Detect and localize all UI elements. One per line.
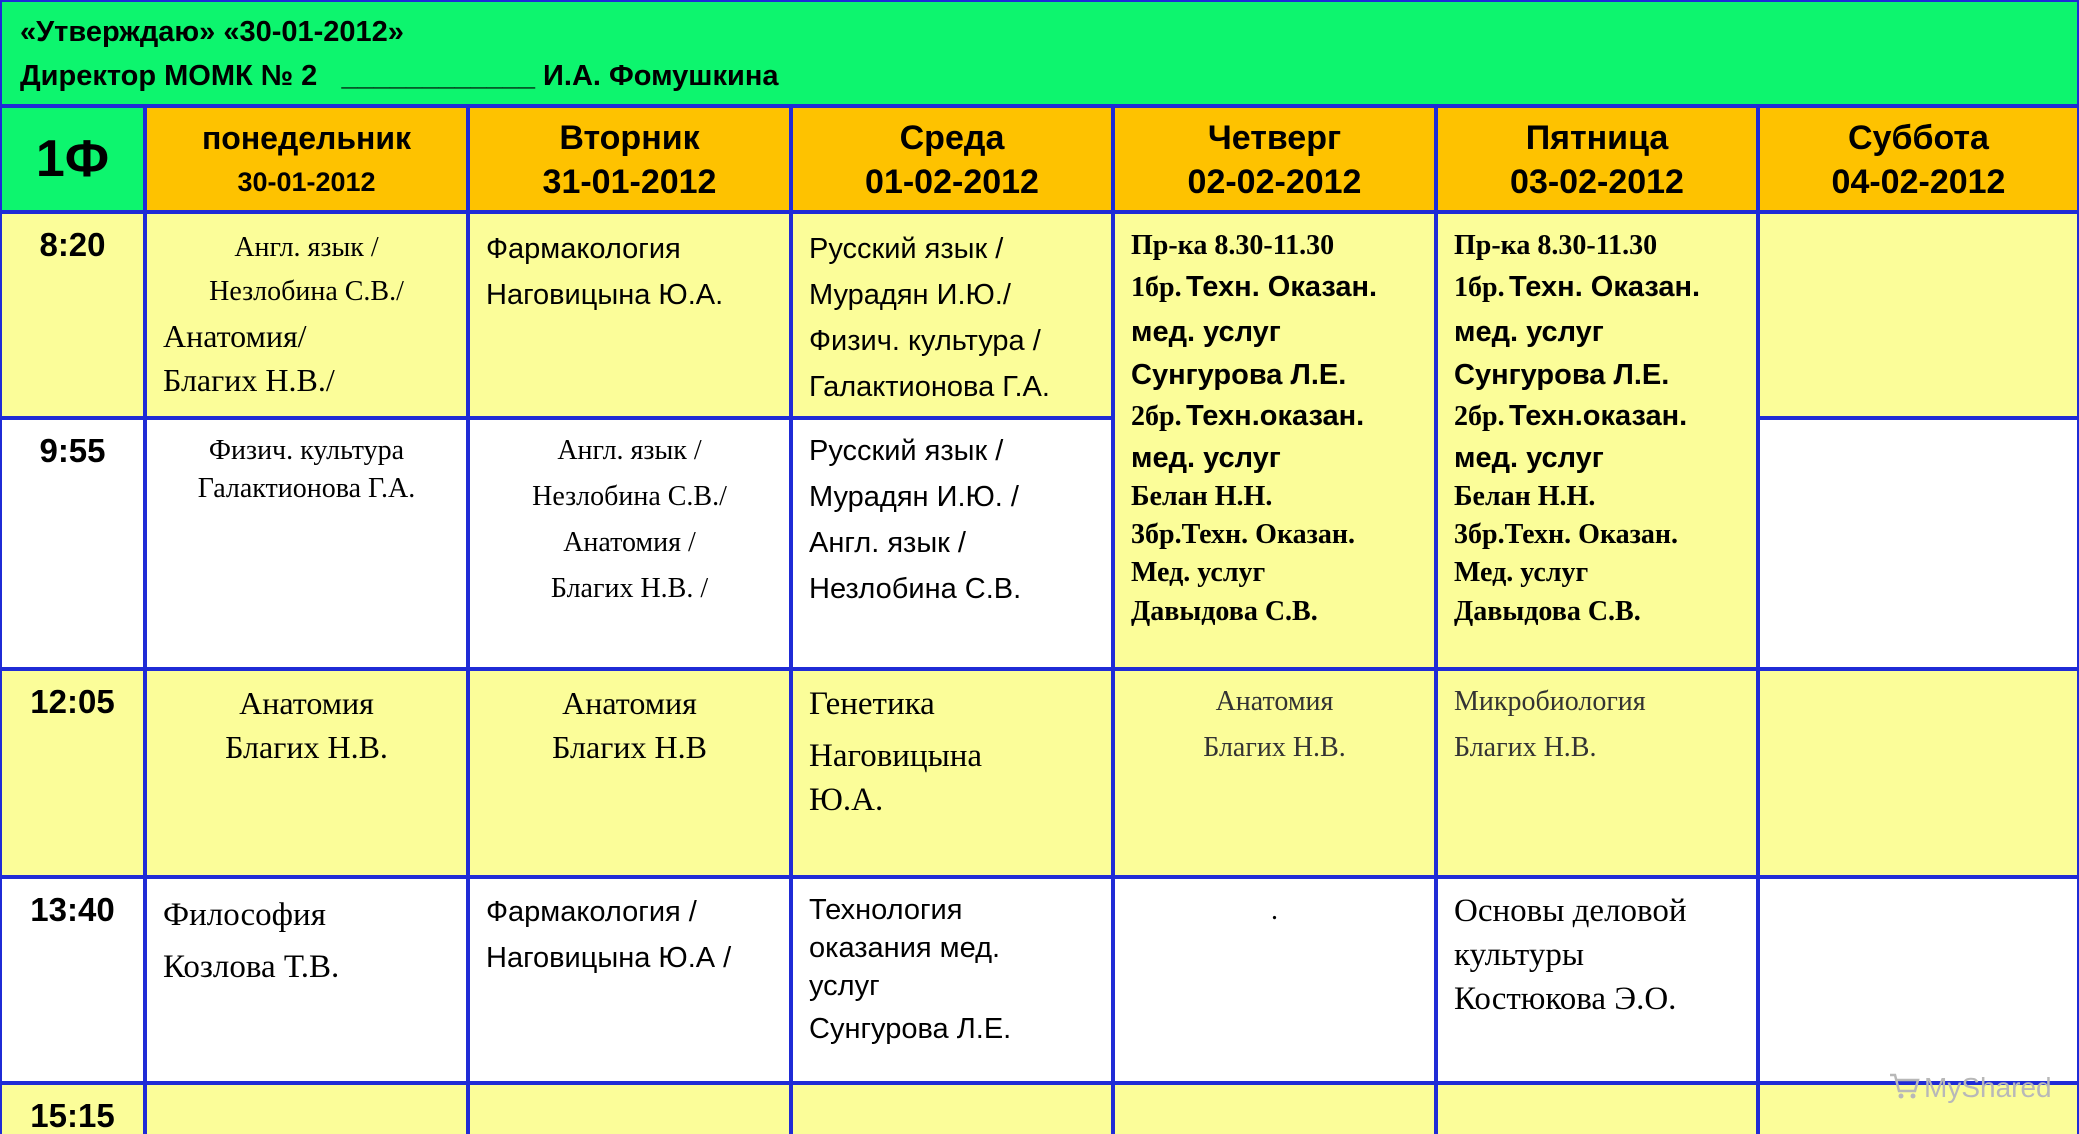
lesson-line: Мурадян И.Ю. / — [809, 481, 1019, 513]
lesson-line: Анатомия — [562, 685, 697, 721]
brigade-prefix: 2бр. — [1131, 401, 1182, 432]
day-name: Пятница — [1525, 119, 1669, 157]
day-name: Вторник — [559, 119, 700, 157]
lesson-line: Благих Н.В. — [1454, 732, 1597, 763]
lesson-line: Физич. культура — [208, 435, 405, 466]
practice-line: мед. услуг — [1454, 316, 1604, 348]
day-date: 04-02-2012 — [1831, 163, 2006, 201]
day-name: Среда — [899, 119, 1005, 157]
grid-line — [0, 1081, 2079, 1085]
lesson-line: Англ. язык / — [809, 527, 966, 559]
lesson-line: Козлова Т.В. — [163, 949, 340, 985]
practice-line: мед. услуг — [1131, 316, 1281, 348]
practice-line: Техн.оказан. — [1186, 400, 1365, 432]
lesson-line: Благих Н.В. — [225, 729, 388, 765]
lesson-line: Незлобина С.В./ — [532, 481, 727, 512]
time-slot-3: 12:05 — [0, 669, 145, 877]
brigade-prefix: 1бр. — [1454, 272, 1505, 303]
time-slot-5: 15:15 — [0, 1083, 145, 1134]
practice-line: Техн.оказан. — [1509, 400, 1688, 432]
grid-line — [0, 210, 2079, 214]
practice-teacher: Давыдова С.В. — [1131, 596, 1318, 627]
day-name: Суббота — [1848, 119, 1989, 157]
lesson-line: оказания мед. — [809, 932, 1001, 964]
day-date: 31-01-2012 — [542, 163, 717, 201]
lesson-wed-1 — [791, 212, 1113, 418]
lesson-line: Анатомия/ — [163, 318, 307, 354]
lesson-thu-3 — [1113, 669, 1436, 877]
lesson-sat-4 — [1758, 877, 2079, 1083]
lesson-line: Наговицына Ю.А. — [486, 279, 724, 311]
lesson-sat-2 — [1758, 418, 2079, 669]
lesson-line: Наговицына Ю.А / — [486, 942, 732, 974]
lesson-line: Галактионова Г.А. — [809, 371, 1050, 403]
lesson-mon-1 — [145, 212, 468, 418]
group-label: 1Ф — [0, 106, 145, 212]
lesson-line: Основы деловой — [1454, 893, 1687, 929]
lesson-line: Философия — [163, 897, 326, 933]
practice-time: Пр-ка 8.30-11.30 — [1454, 230, 1658, 261]
lesson-mon-2 — [145, 418, 468, 669]
lesson-line: Сунгурова Л.Е. — [809, 1013, 1012, 1045]
lesson-line: Физич. культура / — [809, 325, 1041, 357]
lesson-line: Незлобина С.В./ — [209, 276, 404, 307]
time-slot-2: 9:55 — [0, 418, 145, 669]
lesson-tue-2 — [468, 418, 791, 669]
day-date: 01-02-2012 — [865, 163, 1039, 201]
lesson-line: Благих Н.В — [552, 729, 707, 765]
lesson-line: культуры — [1454, 937, 1585, 973]
practice-line: Техн. Оказан. — [1186, 271, 1378, 303]
day-date: 03-02-2012 — [1510, 163, 1684, 201]
director-line: Директор МОМК № 2 ____________ И.А. Фомушкина — [20, 60, 779, 92]
watermark-text: MyShared — [1924, 1072, 2052, 1103]
lesson-line: Галактионова Г.А. — [197, 473, 416, 504]
lesson-line: Незлобина С.В. — [809, 573, 1022, 605]
cart-icon — [1888, 1072, 1920, 1107]
day-header-friday — [1436, 106, 1758, 212]
practice-line: Мед. услуг — [1454, 557, 1589, 588]
grid-line — [0, 416, 1113, 420]
time-slot-1: 8:20 — [0, 212, 145, 418]
lesson-line: Благих Н.В./ — [163, 362, 335, 398]
lesson-wed-3 — [791, 669, 1113, 877]
lesson-line: Русский язык / — [809, 233, 1004, 265]
lesson-line: Костюкова Э.О. — [1454, 981, 1677, 1017]
grid-line — [466, 104, 470, 1134]
brigade-prefix: 2бр. — [1454, 401, 1505, 432]
grid-line — [0, 104, 2079, 108]
day-header-thursday — [1113, 106, 1436, 212]
practice-teacher: Белан Н.Н. — [1454, 481, 1596, 512]
day-date: 02-02-2012 — [1187, 163, 1362, 201]
lesson-mon-4 — [145, 877, 468, 1083]
grid-line — [789, 104, 793, 1134]
practice-line: мед. услуг — [1131, 442, 1281, 474]
lesson-line: Наговицына — [809, 738, 983, 774]
lesson-line: . — [1271, 895, 1278, 926]
practice-line: мед. услуг — [1454, 442, 1604, 474]
lesson-sat-3 — [1758, 669, 2079, 877]
lesson-line: Ю.А. — [809, 782, 884, 818]
lesson-line: Анатомия / — [563, 527, 696, 558]
practice-line: 3бр.Техн. Оказан. — [1454, 519, 1679, 550]
day-date: 30-01-2012 — [237, 167, 376, 197]
lesson-sat-1 — [1758, 212, 2079, 418]
day-header-tuesday — [468, 106, 791, 212]
lesson-line: Анатомия — [239, 685, 374, 721]
lesson-fri-4 — [1436, 877, 1758, 1083]
day-header-saturday — [1758, 106, 2079, 212]
practice-time: Пр-ка 8.30-11.30 — [1131, 230, 1335, 261]
practice-thu — [1113, 212, 1436, 669]
day-name: Четверг — [1207, 119, 1342, 157]
practice-fri — [1436, 212, 1758, 669]
lesson-line: Благих Н.В. — [1203, 732, 1346, 763]
grid-line — [1434, 104, 1438, 1134]
grid-line — [1756, 416, 2079, 420]
lesson-line: Фармакология / — [486, 896, 697, 928]
lesson-line: Русский язык / — [809, 435, 1004, 467]
lesson-line: Технология — [809, 894, 963, 926]
approval-line: «Утверждаю» «30-01-2012» — [20, 16, 404, 48]
brigade-prefix: 1бр. — [1131, 272, 1182, 303]
lesson-line: Мурадян И.Ю./ — [809, 279, 1011, 311]
lesson-tue-4 — [468, 877, 791, 1083]
lesson-line: Анатомия — [1215, 686, 1334, 717]
lesson-thu-4 — [1113, 877, 1436, 1083]
grid-line — [0, 667, 2079, 671]
time-slot-4: 13:40 — [0, 877, 145, 1083]
practice-line: 3бр.Техн. Оказан. — [1131, 519, 1356, 550]
lesson-wed-2 — [791, 418, 1113, 669]
lesson-line: Англ. язык / — [557, 435, 702, 466]
lesson-line: Фармакология — [486, 233, 681, 265]
day-header-monday — [145, 106, 468, 212]
approval-header — [0, 0, 2079, 106]
lesson-wed-4 — [791, 877, 1113, 1083]
lesson-line: Микробиология — [1454, 686, 1646, 717]
lesson-line: услуг — [809, 970, 880, 1002]
grid-line — [143, 104, 147, 1134]
lesson-line: Англ. язык / — [234, 232, 379, 263]
lesson-line: Генетика — [809, 686, 935, 722]
lesson-fri-3 — [1436, 669, 1758, 877]
day-name: понедельник — [201, 120, 412, 156]
practice-line: Техн. Оказан. — [1509, 271, 1701, 303]
lesson-tue-1 — [468, 212, 791, 418]
practice-teacher: Белан Н.Н. — [1131, 481, 1273, 512]
practice-line: Мед. услуг — [1131, 557, 1266, 588]
practice-teacher: Сунгурова Л.Е. — [1131, 359, 1347, 391]
grid-line — [0, 875, 2079, 879]
grid-line — [1756, 104, 1760, 1134]
grid-line — [0, 0, 2, 1134]
lesson-tue-3 — [468, 669, 791, 877]
lesson-line: Благих Н.В. / — [550, 573, 709, 604]
day-header-wednesday — [791, 106, 1113, 212]
practice-teacher: Давыдова С.В. — [1454, 596, 1641, 627]
practice-teacher: Сунгурова Л.Е. — [1454, 359, 1670, 391]
watermark — [1888, 1072, 2052, 1107]
grid-line — [1111, 104, 1115, 1134]
lesson-mon-3 — [145, 669, 468, 877]
